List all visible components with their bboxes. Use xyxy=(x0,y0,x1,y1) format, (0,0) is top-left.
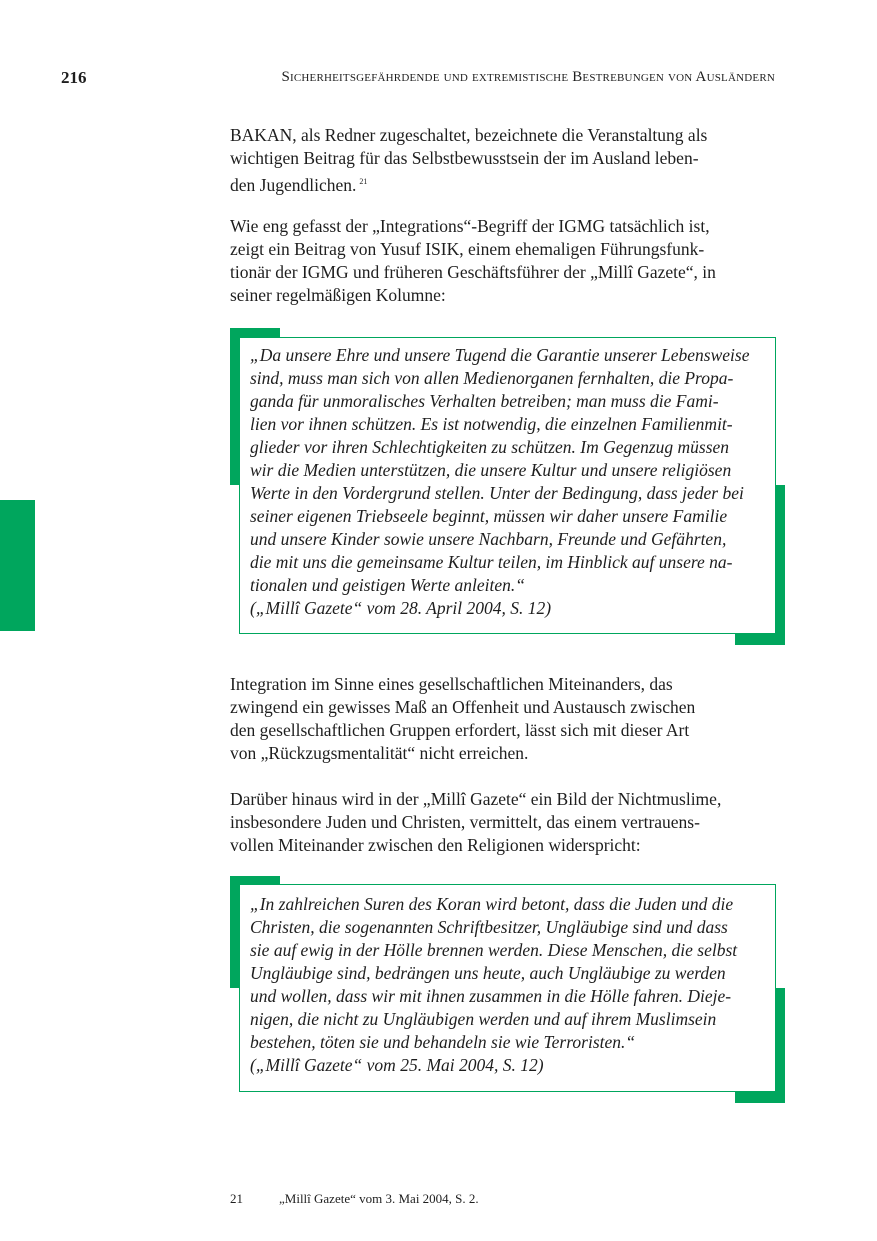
quote-line: „Da unsere Ehre und unsere Tugend die Garantie unserer Lebensweise xyxy=(250,345,750,365)
text-line: seiner regelmäßigen Kolumne: xyxy=(230,285,446,305)
quote-source: („Millî Gazete“ vom 28. April 2004, S. 12) xyxy=(250,598,552,618)
quote-line: sie auf ewig in der Hölle brennen werden. Diese Menschen, die selbst xyxy=(250,940,738,960)
page-number: 216 xyxy=(61,68,87,87)
footnote-number: 21 xyxy=(230,1191,243,1206)
quote-source: („Millî Gazete“ vom 25. Mai 2004, S. 12) xyxy=(250,1055,544,1075)
running-header-title: Sicherheitsgefährdende und extremistische Bestrebungen von Ausländern xyxy=(281,69,775,85)
text-line: vollen Miteinander zwischen den Religionen widerspricht: xyxy=(230,835,641,855)
quote-line: glieder vor ihren Schlechtigkeiten zu schützen. Im Gegenzug müssen xyxy=(250,437,730,457)
text-line: Wie eng gefasst der „Integrations“-Begriff der IGMG tatsächlich ist, xyxy=(230,216,710,236)
text-line: tionär der IGMG und früheren Geschäftsführer der „Millî Gazete“, in xyxy=(230,262,716,282)
quote-line: Werte in den Vordergrund stellen. Unter der Bedingung, dass jeder bei xyxy=(250,483,744,503)
quote-box xyxy=(239,337,776,634)
quote-box xyxy=(239,884,776,1092)
quote-line: ganda für unmoralisches Verhalten betreiben; man muss die Fami- xyxy=(250,391,719,411)
text-line: den gesellschaftlichen Gruppen erfordert, lässt sich mit dieser Art xyxy=(230,720,690,740)
text-line: den Jugendlichen. xyxy=(230,174,357,195)
footnote-reference[interactable]: 21 xyxy=(359,177,368,186)
paragraph-bakan xyxy=(230,124,785,197)
text-line: zwingend ein gewisses Maß an Offenheit und Austausch zwischen xyxy=(230,697,696,717)
quote-line: tionalen und geistigen Werte anleiten.“ xyxy=(250,575,525,595)
quote-line: lien vor ihnen schützen. Es ist notwendig, die einzelnen Familienmit- xyxy=(250,414,733,434)
quote-line: wir die Medien unterstützen, die unsere Kultur und unsere religiösen xyxy=(250,460,732,480)
quote-line: und wollen, dass wir mit ihnen zusammen in die Hölle fahren. Dieje- xyxy=(250,986,732,1006)
quote-line: Christen, die sogenannten Schriftbesitzer, Ungläubige sind und dass xyxy=(250,917,728,937)
text-line: wichtigen Beitrag für das Selbstbewusstsein der im Ausland leben- xyxy=(230,148,699,168)
footnote-text: „Millî Gazete“ vom 3. Mai 2004, S. 2. xyxy=(279,1191,479,1206)
quote-line: seiner eigenen Triebseele beginnt, müssen wir daher unsere Familie xyxy=(250,506,728,526)
text-line: BAKAN, als Redner zugeschaltet, bezeichnete die Veranstaltung als xyxy=(230,125,708,145)
quote-line: und unsere Kinder sowie unsere Nachbarn, Freunde und Gefährten, xyxy=(250,529,727,549)
quote-text xyxy=(250,344,750,620)
paragraph-integration-concept xyxy=(230,215,785,307)
quote-line: nigen, die nicht zu Ungläubigen werden und auf ihrem Muslimsein xyxy=(250,1009,717,1029)
text-line: von „Rückzugsmentalität“ nicht erreichen. xyxy=(230,743,529,763)
text-line-with-footnote xyxy=(230,170,785,197)
quote-line: bestehen, töten sie und behandeln sie wie Terroristen.“ xyxy=(250,1032,636,1052)
quote-line: „In zahlreichen Suren des Koran wird betont, dass die Juden und die xyxy=(250,894,734,914)
paragraph-non-muslims xyxy=(230,788,785,857)
text-line: zeigt ein Beitrag von Yusuf ISIK, einem ehemaligen Führungsfunk- xyxy=(230,239,705,259)
quote-line: die mit uns die gemeinsame Kultur teilen, im Hinblick auf unsere na- xyxy=(250,552,733,572)
side-thumb-tab xyxy=(0,500,35,631)
paragraph-integration-openness xyxy=(230,673,785,765)
text-line: insbesondere Juden und Christen, vermittelt, das einem vertrauens- xyxy=(230,812,700,832)
quote-line: sind, muss man sich von allen Medienorganen fernhalten, die Propa- xyxy=(250,368,734,388)
text-line: Darüber hinaus wird in der „Millî Gazete“ ein Bild der Nichtmuslime, xyxy=(230,789,722,809)
quote-text xyxy=(250,893,737,1077)
quote-line: Ungläubige sind, bedrängen uns heute, auch Ungläubige zu werden xyxy=(250,963,726,983)
text-line: Integration im Sinne eines gesellschaftlichen Miteinanders, das xyxy=(230,674,673,694)
